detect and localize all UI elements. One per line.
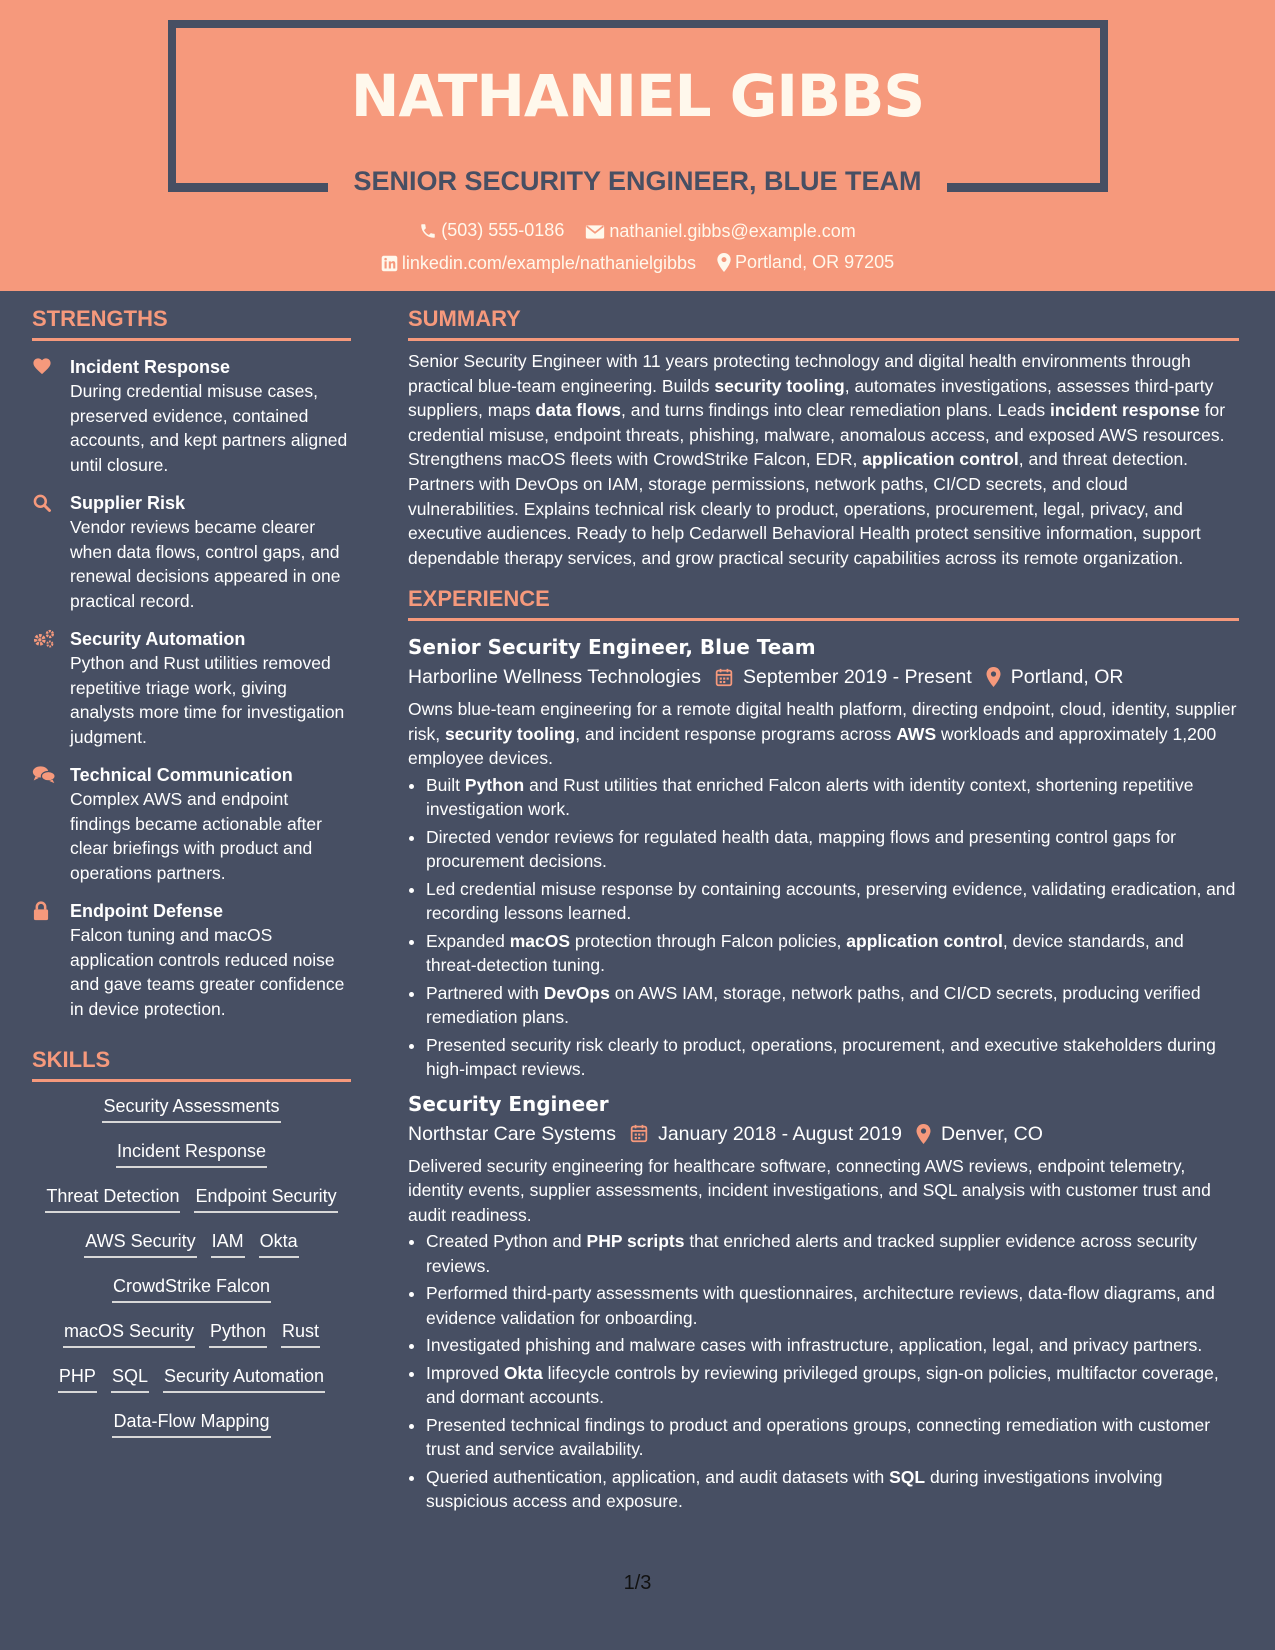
list-item: • Expanded macOS protection through Falcon policies, application control, device standards, and threat-detection tuning. xyxy=(426,929,1239,978)
strength-desc: Python and Rust utilities removed repetitive triage work, giving analysts more time for investigation judgment. xyxy=(70,653,345,747)
linkedin-item[interactable] xyxy=(381,253,696,274)
skill-tag: Incident Response xyxy=(116,1139,267,1168)
job-title: Senior Security Engineer, Blue Team xyxy=(408,635,816,660)
skills-heading: SKILLS xyxy=(32,1047,351,1082)
strength-name: Technical Communication xyxy=(70,765,293,785)
skill-tag: Data-Flow Mapping xyxy=(112,1409,270,1438)
skill-tag: macOS Security xyxy=(63,1319,195,1348)
lock-icon xyxy=(32,901,50,921)
email-text: nathaniel.gibbs@example.com xyxy=(609,221,856,241)
experience-heading: EXPERIENCE xyxy=(408,586,1239,621)
skill-tag: Security Assessments xyxy=(102,1094,280,1123)
strengths-heading: STRENGTHS xyxy=(32,306,351,341)
job-location-text: Denver, CO xyxy=(941,1122,1043,1145)
map-pin-icon xyxy=(717,253,731,272)
job-location xyxy=(986,661,1124,693)
strength-desc: During credential misuse cases, preserved evidence, contained accounts, and kept partners aligned until closure. xyxy=(70,381,348,475)
linkedin-text: linkedin.com/example/nathanielgibbs xyxy=(401,253,697,273)
skill-tag: SQL xyxy=(111,1364,149,1393)
strength-name: Security Automation xyxy=(70,629,246,649)
candidate-name: NATHANIEL GIBBS xyxy=(350,62,925,130)
strength-desc: Complex AWS and endpoint findings became actionable after clear briefings with product and operations partners. xyxy=(70,789,322,883)
skill-tag: Threat Detection xyxy=(45,1184,180,1213)
right-column xyxy=(408,306,1239,1517)
skill-tag: CrowdStrike Falcon xyxy=(112,1274,271,1303)
strength-item xyxy=(32,899,351,1021)
strength-desc: Falcon tuning and macOS application controls reduced noise and gave teams greater confidence in device protection. xyxy=(70,925,345,1019)
map-pin-icon xyxy=(916,1124,931,1144)
job-entry xyxy=(408,1090,1239,1514)
job-location-text: Portland, OR xyxy=(1010,666,1124,689)
email-item[interactable] xyxy=(585,221,855,242)
heart-icon xyxy=(32,357,52,375)
location-item xyxy=(717,252,894,273)
strength-name: Supplier Risk xyxy=(70,493,186,513)
summary-text: Senior Security Engineer with 11 years protecting technology and digital health environments through practical blue-team engineering. Builds security tooling, automates investigations, assesses third-party suppliers, maps data flows, and turns findings into clear remediation plans. Leads incident response for credential misuse, endpoint threats, phishing, malware, anomalous access, and exposed AWS resources. Strengthens macOS fleets with CrowdStrike Falcon, EDR, application control, and threat detection. Partners with DevOps on IAM, storage permissions, network paths, CI/CD secrets, and cloud vulnerabilities. Explains technical risk clearly to product, operations, procurement, legal, privacy, and executive audiences. Ready to help Cedarwell Behavioral Health protect sensitive information, support dependable therapy services, and grow practical security capabilities across its remote organization. xyxy=(408,351,1226,568)
calendar-icon xyxy=(630,1124,648,1143)
job-dates xyxy=(630,1118,902,1150)
skill-tag: IAM xyxy=(211,1229,245,1258)
company-name: Harborline Wellness Technologies xyxy=(408,666,702,689)
list-item: • Investigated phishing and malware cases with infrastructure, application, legal, and privacy partners. xyxy=(426,1333,1239,1358)
strength-desc: Vendor reviews became clearer when data flows, control gaps, and renewal decisions appeared in one practical record. xyxy=(70,517,341,611)
phone-text: (503) 555-0186 xyxy=(441,220,565,240)
skill-tag: Security Automation xyxy=(163,1364,325,1393)
strength-name: Endpoint Defense xyxy=(70,901,224,921)
list-item: • Created Python and PHP scripts that enriched alerts and tracked supplier evidence across security reviews. xyxy=(426,1229,1239,1278)
job-meta xyxy=(408,661,1239,693)
job-bullets xyxy=(408,773,1239,1082)
company-name: Northstar Care Systems xyxy=(408,1122,617,1145)
job-entry xyxy=(408,633,1239,1082)
list-item: • Queried authentication, application, and audit datasets with SQL during investigations involving suspicious access and exposure. xyxy=(426,1465,1239,1514)
search-icon xyxy=(32,493,52,513)
list-item: • Built Python and Rust utilities that enriched Falcon alerts with identity context, shortening repetitive investigation work. xyxy=(426,773,1239,822)
skills-list xyxy=(32,1094,351,1441)
skill-tag: PHP xyxy=(58,1364,97,1393)
job-bullets xyxy=(408,1229,1239,1514)
contact-row-1 xyxy=(0,220,1275,245)
job-meta xyxy=(408,1118,1239,1150)
job-dates-text: September 2019 - Present xyxy=(743,666,972,689)
candidate-title: SENIOR SECURITY ENGINEER, BLUE TEAM xyxy=(353,166,922,196)
skill-tag: Rust xyxy=(281,1319,320,1348)
list-item: • Presented security risk clearly to product, operations, procurement, and executive stakeholders during high-impact reviews. xyxy=(426,1033,1239,1082)
phone-item[interactable] xyxy=(419,220,564,241)
strength-item xyxy=(32,491,351,613)
skill-tag: Endpoint Security xyxy=(194,1184,337,1213)
job-dates xyxy=(715,661,972,693)
list-item: • Led credential misuse response by containing accounts, preserving evidence, validating eradication, and recording lessons learned. xyxy=(426,877,1239,926)
list-item: • Performed third-party assessments with questionnaires, architecture reviews, data-flow diagrams, and evidence validation for onboarding. xyxy=(426,1281,1239,1330)
list-item: • Directed vendor reviews for regulated health data, mapping flows and presenting control gaps for procurement decisions. xyxy=(426,825,1239,874)
strength-item xyxy=(32,763,351,885)
job-location xyxy=(916,1118,1043,1150)
page-number: 1/3 xyxy=(623,1572,652,1594)
list-item: • Presented technical findings to product and operations groups, connecting remediation with customer trust and service availability. xyxy=(426,1413,1239,1462)
chat-icon xyxy=(32,765,56,784)
list-item: • Improved Okta lifecycle controls by reviewing privileged groups, sign-on policies, multifactor coverage, and dormant accounts. xyxy=(426,1361,1239,1410)
calendar-icon xyxy=(715,668,733,687)
strength-item xyxy=(32,355,351,477)
strength-item xyxy=(32,627,351,749)
skill-tag: Okta xyxy=(259,1229,299,1258)
linkedin-icon xyxy=(381,255,398,272)
left-column xyxy=(32,306,351,1454)
skill-tag: Python xyxy=(209,1319,267,1348)
skill-tag: AWS Security xyxy=(84,1229,196,1258)
phone-icon xyxy=(419,222,437,240)
job-title: Security Engineer xyxy=(408,1091,609,1116)
location-text: Portland, OR 97205 xyxy=(735,252,895,272)
strength-name: Incident Response xyxy=(70,357,231,377)
list-item: • Partnered with DevOps on AWS IAM, storage, network paths, and CI/CD secrets, producing verified remediation plans. xyxy=(426,981,1239,1030)
contact-row-2 xyxy=(0,252,1275,277)
job-description: Owns blue-team engineering for a remote digital health platform, directing endpoint, cloud, identity, supplier risk, security tooling, and incident response programs across AWS workloads and approximately 1,200 employee devices. xyxy=(408,699,1237,769)
envelope-icon xyxy=(585,224,605,240)
gears-icon xyxy=(32,629,56,649)
map-pin-icon xyxy=(986,667,1001,687)
header-banner xyxy=(0,0,1275,291)
job-description: Delivered security engineering for healthcare software, connecting AWS reviews, endpoint telemetry, identity events, supplier assessments, incident investigations, and SQL analysis with customer trust and audit readiness. xyxy=(408,1155,1211,1225)
summary-heading: SUMMARY xyxy=(408,306,1239,341)
job-dates-text: January 2018 - August 2019 xyxy=(658,1122,902,1145)
